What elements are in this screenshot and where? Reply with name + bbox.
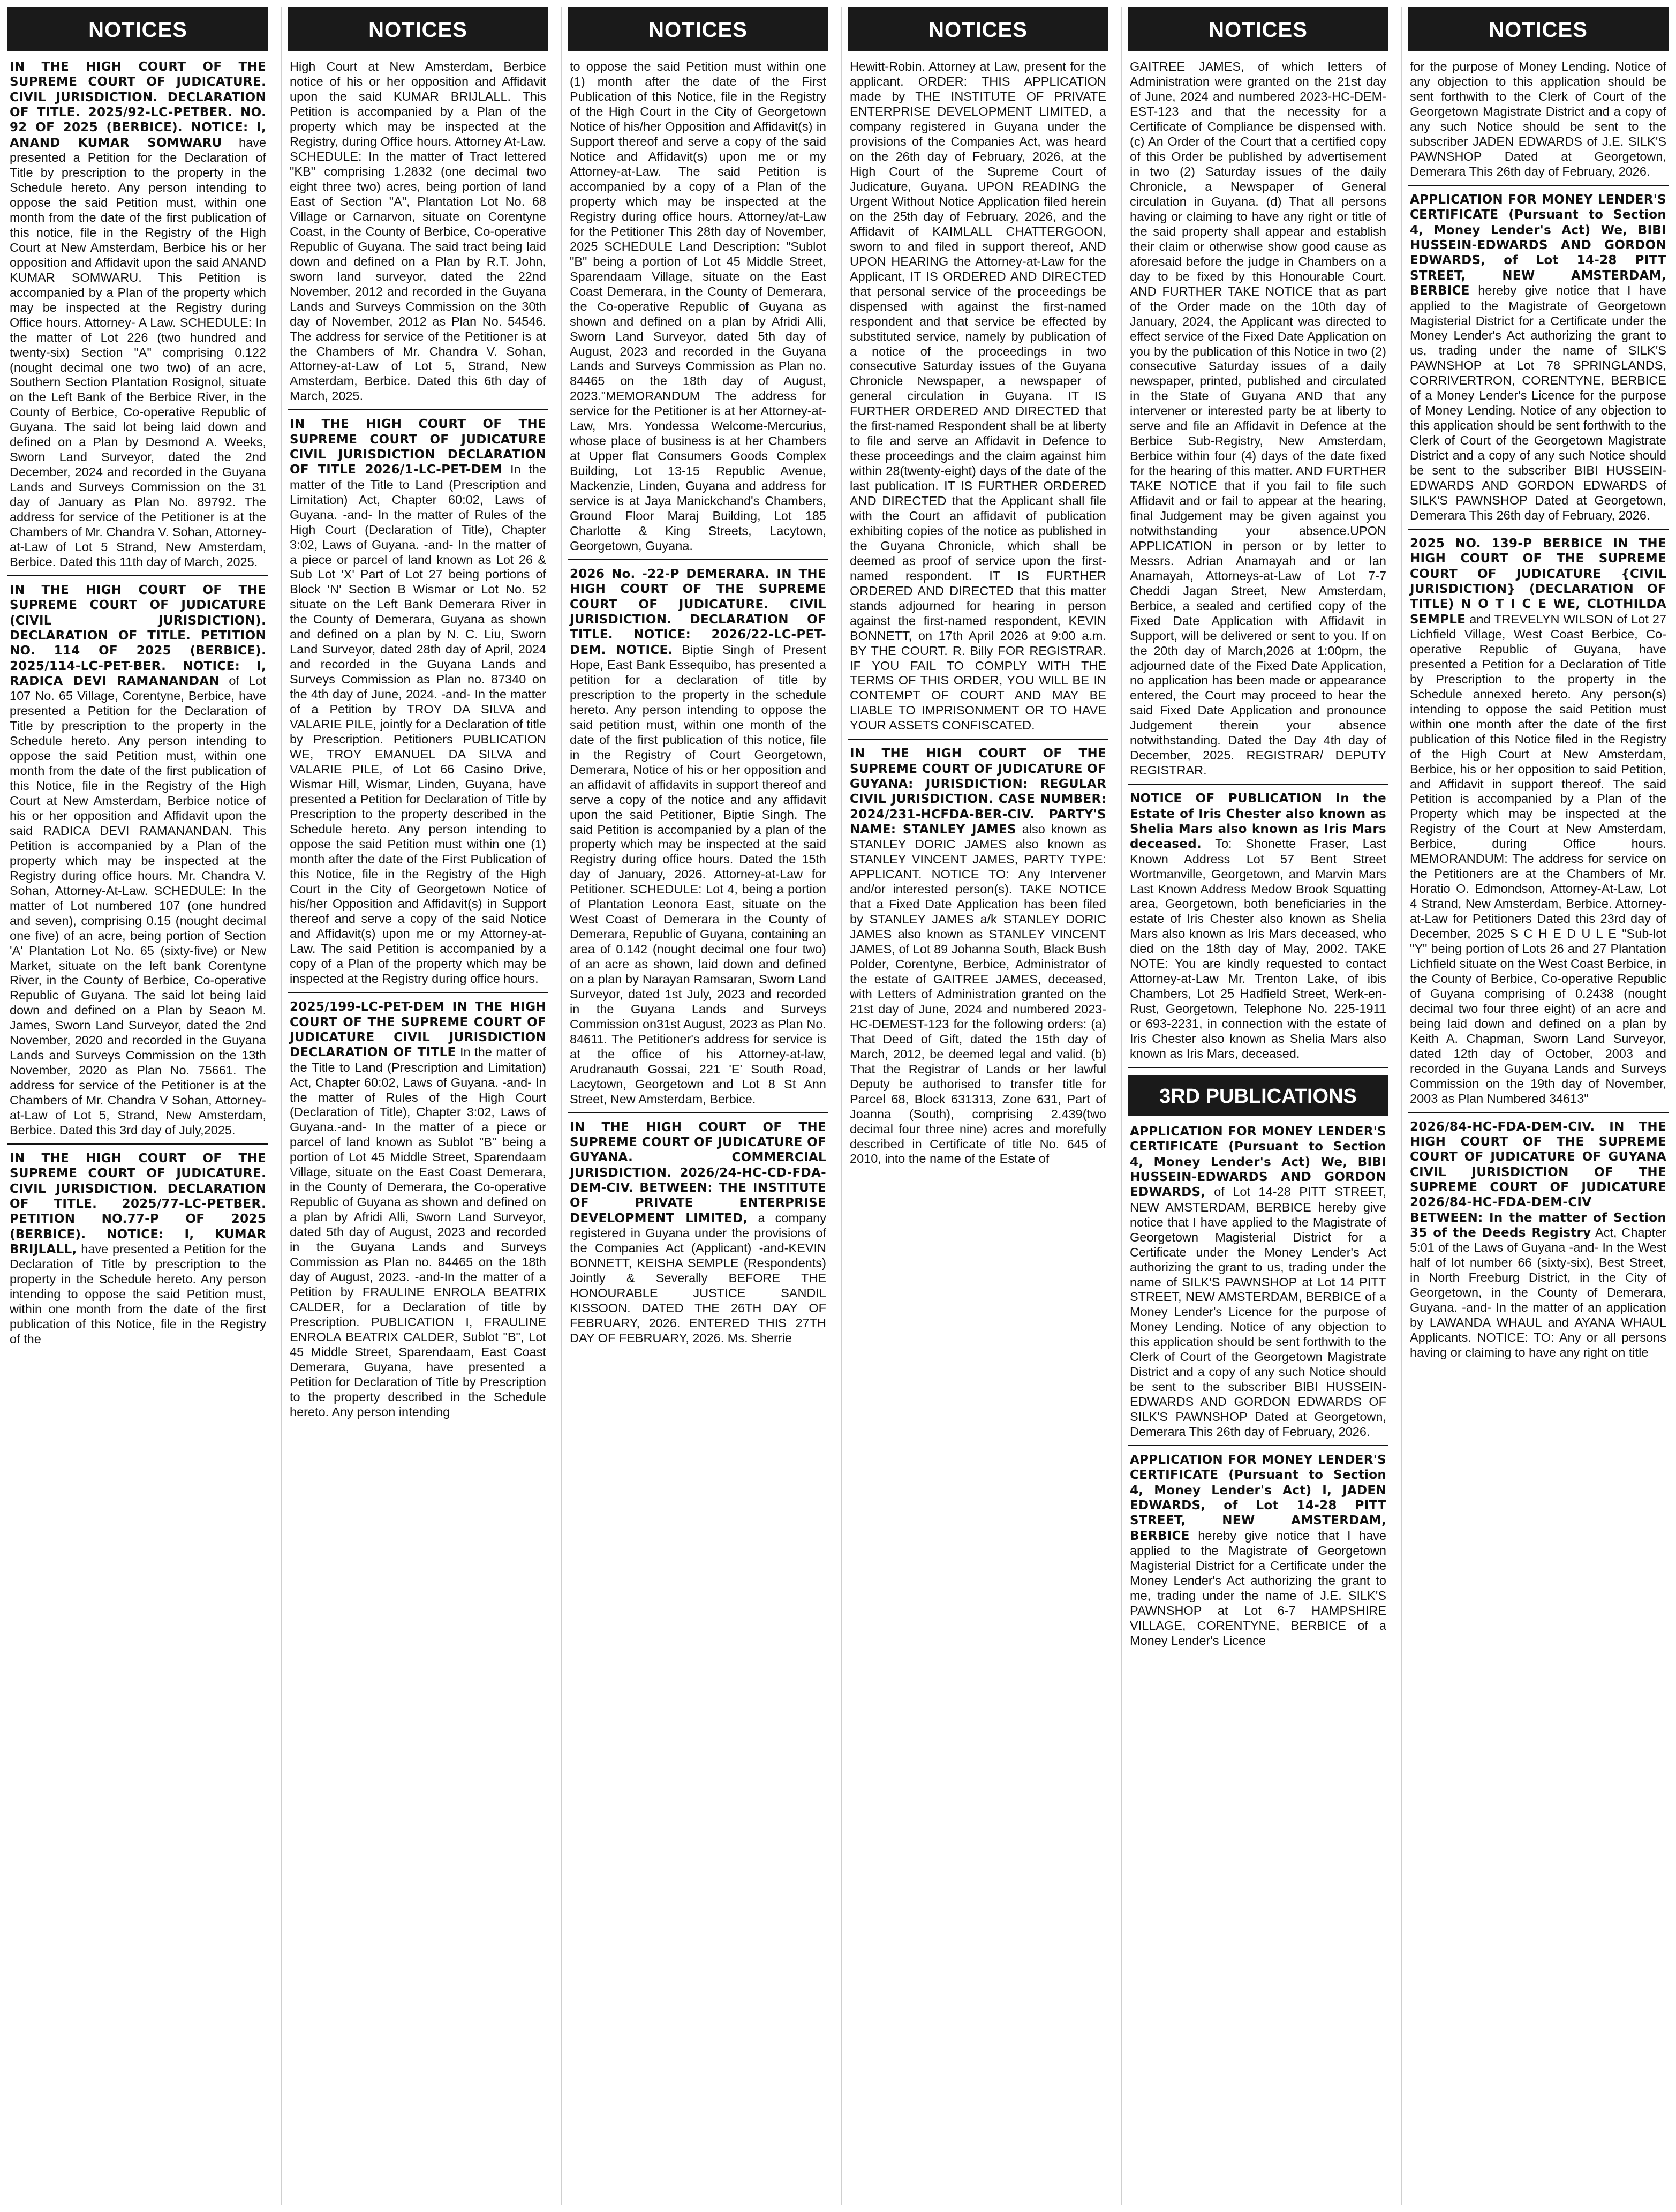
notice-body: Act, Chapter 5:01 of the Laws of Guyana -and- In the West half of lot number 66 (sixty-six), Best Street, in North Freeburg District, in the City of Georgetown, in the County of Demerara, Guyana. -and- In the matter of an application by LAWANDA WHAUL and AYANA WHAUL Applicants. NOTICE: TO: Any or all persons having or claiming to have any right on title [1410, 1225, 1666, 1360]
notice-body: of Lot 107 No. 65 Village, Corentyne, Berbice, have presented a Petition for the Declaration of Title by prescription to the property in the Schedule hereto. Any person intending to oppose the said Petition must, within one month from the date of the first publication of this Notice, file in the Registry of the High Court at New Amsterdam, Berbice notice of his or her opposition and Affidavit upon the said RADICA DEVI RAMANANDAN. This Petition is accompanied by a Plan of the property which may be inspected at the Registry during office hours. Mr. Chandra V. Sohan, Attorney-At-Law. SCHEDULE: In the matter of Lot numbered 107 (one hundred and seven), comprising 0.15 (nought decimal one five) of an acre, being portion of Section 'A' Plantation Lot No. 65 (sixty-five) or New Market, situate on the left bank Corentyne River, in the County of Berbice, Co-operative Republic of Guyana. The said lot being laid down and defined on a Plan by Seaon M. James, Sworn Land Surveyor, dated the 2nd November, 2020 and recorded in the Guyana Lands and Surveys Commission on the 13th November, 2020 as Plan No. 75661. The address for service of the Petitioner is at the Chambers of Mr. Chandra V Sohan, Attorney-at-Law of Lot 5, Strand, New Amsterdam, Berbice. Dated this 3rd day of July,2025. [10, 674, 266, 1137]
notice-body: have presented a Petition for the Declaration of Title by prescription to the property in the Schedule hereto. Any person intending to oppose the said Petition must, within one month from the date of the first publication of this notice, file in the Registry of the High Court at New Amsterdam, Berbice his or her opposition and Affidavit upon the said ANAND KUMAR SOMWARU. This Petition is accompanied by a Plan of the property which may be inspected at the Registry during Office hours. Attorney- A Law. SCHEDULE: In the matter of Lot 226 (two hundred and twenty-six) Section "A" comprising 0.122 (nought decimal one two two) of an acre, Southern Section Plantation Rosignol, situate on the Left Bank of the Berbice River, in the County of Berbice, Co-operative Republic of Guyana. The said lot being laid down and defined on a Plan by Desmond A. Weeks, Sworn Land Surveyor, dated the 2nd December, 2024 and recorded in the Guyana Lands and Surveys Commission on the 31 day of January as Plan No. 89792. The address for service of the Petitioner is at the Chambers of Mr. Chandra V. Sohan, Attorney- at-Law of Lot 5 Strand, New Amsterdam, Berbice. Dated this 11th day of March, 2025. [10, 135, 266, 569]
legal-notice [288, 996, 548, 2201]
legal-notice [1408, 56, 1669, 186]
notice-body: In the matter of the Title to Land (Prescription and Limitation) Act, Chapter 60:02, Laws of Guyana. -and- In the matter of Rules of the High Court (Declaration of Title), Chapter 3:02, Laws of Guyana.-and- In the matter of a piece or parcel of land known as Sublot "B" being a portion of Lot 45 Middle Street, Sparendaam Village, situate on the East Coast Demerara, in the County of Demerara, the Co-operative Republic of Guyana as shown and defined on a plan by Afridi Alli, Sworn Land Surveyor, dated 5th day of August, 2023 and recorded in the Guyana Lands and Surveys Commission as Plan no. 84465 on the 18th day of August, 2023. -and-In the matter of a Petition by FRAULINE ENROLA BEATRIX CALDER, for a Declaration of title by Prescription. PUBLICATION I, FRAULINE ENROLA BEATRIX CALDER, Sublot "B", Lot 45 Middle Street, Sparendaam, East Coast Demerara, Guyana, have presented a Petition for Declaration of Title by Prescription to the property described in the Schedule hereto. Any person intending [290, 1045, 546, 1419]
notice-body: In the matter of the Title to Land (Prescription and Limitation) Act, Chapter 60:02, Laws of Guyana. -and- In the matter of Rules of the High Court (Declaration of Title), Chapter 3:02, Laws of Guyana. -and- In the matter of a piece or parcel of land known as Lot 26 & Sub Lot 'X' Part of Lot 27 being portions of Block 'N' Section B Wismar or Lot No. 52 situate on the Left Bank Demerara River in the County of Demerara, Guyana as shown and defined on a plan by N. C. Liu, Sworn Land Surveyor, dated 28th day of April, 2024 and recorded in the Guyana Lands and Surveys Commission as Plan no. 87340 on the 4th day of June, 2024. -and- In the matter of a Petition by TROY DA SILVA and VALARIE PILE, jointly for a Declaration of title by Prescription. Petitioners PUBLICATION WE, TROY EMANUEL DA SILVA and VALARIE PILE, of Lot 66 Casino Drive, Wismar Hill, Wismar, Linden, Guyana, have presented a Petition for Declaration of Title by Prescription to the property described in the Schedule hereto. Any person intending to oppose the said Petition must within one (1) month after the date of the First Publication of this Notice, file in the Registry of the High Court in the City of Georgetown Notice of his/her Opposition and Affidavit(s) in Support thereof and serve a copy of the said Notice and Affidavit(s) upon me or my Attorney-at-Law. The said Petition is accompanied by a copy of a Plan of the property which may be inspected at the Registry during office hours. [290, 462, 546, 986]
notice-heading: IN THE HIGH COURT OF THE SUPREME COURT OF JUDICATURE. CIVIL JURISDICTION. DECLARATION OF TITLE. 2025/77-LC-PETBER. PETITION NO.77-P OF 2025 (BERBICE). NOTICE: I, KUMAR BRIJLALL, [10, 1151, 266, 1257]
notice-body: and TREVELYN WILSON of Lot 27 Lichfield Village, West Coast Berbice, Co-operative Republic of Guyana, have presented a Petition for a Declaration of Title by Prescription to the property in the Schedule annexed hereto. Any person(s) intending to oppose the said Petition must within one month after the date of the first publication of this Notice filed in the Registry of the High Court at New Amsterdam, Berbice, his or her opposition to said Petition, and Affidavit in support thereof. The said Petition is accompanied by a Plan of the Property which may be inspected at the Registry of the Court at New Amsterdam, Berbice, during Office hours. MEMORANDUM: The address for service on the Petitioners are at the Chambers of Mr. Horatio O. Edmondson, Attorney-At-Law, Lot 4 Strand, New Amsterdam, Berbice. Attorney-at-Law for Petitioners Dated this 23rd day of December, 2025 S C H E D U L E "Sub-lot "Y" being portion of Lots 26 and 27 Plantation Lichfield situate on the West Coast Berbice, in the County of Berbice, Co-operative Republic of Guyana comprising of 0.2438 (nought decimal two four three eight) of an acre and being laid down and defined on a plan by Keith A. Chapman, Sworn Land Surveyor, dated 12th day of October, 2003 and recorded in the Guyana Lands and Surveys Commission on the 19th day of November, 2003 as Plan Numbered 34613" [1410, 612, 1666, 1105]
legal-notice [568, 563, 828, 1113]
notice-heading: APPLICATION FOR MONEY LENDER'S CERTIFICATE (Pursuant to Section 4, Money Lender's Act) We, BIBI HUSSEIN-EDWARDS AND GORDON EDWARDS, of Lot 14-28 PITT STREET, NEW AMSTERDAM, BERBICE [1410, 193, 1666, 298]
section-banner: NOTICES [848, 7, 1108, 51]
legal-notice [288, 56, 548, 410]
section-banner: NOTICES [1128, 7, 1388, 51]
notice-body: to oppose the said Petition must within one (1) month after the date of the First Publication of this Notice, file in the Registry of the High Court in the City of Georgetown Notice of his/her Opposition and Affidavit(s) in Support thereof and serve a copy of the said Notice and Affidavit(s) upon me or my Attorney-at-Law. The said Petition is accompanied by a copy of a Plan of the property which may be inspected at the Registry during office hours. Attorney/at-Law for the Petitioner This 28th day of November, 2025 SCHEDULE Land Description: "Sublot "B" being a portion of Lot 45 Middle Street, Sparendaam Village, situate on the East Coast Demerara, in the County of Demerara, the Co-operative Republic of Guyana as shown and defined on a plan by Afridi Alli, Sworn Land Surveyor, dated 5th day of August, 2023 and recorded in the Guyana Lands and Surveys Commission as Plan no. 84465 on the 18th day of August, 2023."MEMORANDUM The address for service for the Petitioner is at her Attorney-at-Law, Mrs. Yondessa Welcome-Mercurius, whose place of business is at her Chambers at Upper flat Consumers Goods Complex Building, Lot 13-15 Republic Avenue, Mackenzie, Linden, Guyana and address for service is at Jaya Manickchand's Chambers, Ground Floor Maraj Building, Lot 185 Charlotte & King Streets, Lacytown, Georgetown, Guyana. [570, 59, 826, 553]
notice-heading: 2025/199-LC-PET-DEM IN THE HIGH COURT OF THE SUPREME COURT OF JUDICATURE CIVIL JURISDICTION DECLARATION OF TITLE [290, 1000, 546, 1060]
legal-notice [1408, 533, 1669, 1113]
column-5 [1121, 7, 1394, 2205]
notice-heading: NOTICE OF PUBLICATION In the Estate of Iris Chester also known as Shelia Mars also known as Iris Mars deceased. [1130, 792, 1386, 852]
column-6 [1401, 7, 1669, 2205]
notice-body: High Court at New Amsterdam, Berbice notice of his or her opposition and Affidavit upon the said KUMAR BRIJLALL. This Petition is accompanied by a Plan of the property which may be inspected at the Registry, during Office hours. Attorney At-Law. SCHEDULE: In the matter of Tract lettered "KB" comprising 1.2832 (one decimal two eight three two) acres, being portion of land East of Section "A", Plantation Lot No. 68 Village or Carnarvon, situate on Corentyne Coast, in the County of Berbice, Co-operative Republic of Guyana. The said tract being laid down and defined on a Plan by R.T. John, sworn land surveyor, dated the 22nd November, 2012 and recorded in the Guyana Lands and Surveys Commission on the 30th day of November, 2012 as Plan No. 54546. The address for service of the Petitioner is at the Chambers of Mr. Chandra V. Sohan, Attorney-at-Law of Lot 5, Strand, New Amsterdam, Berbice. Dated this 6th day of March, 2025. [290, 59, 546, 403]
legal-notice [1128, 788, 1388, 1068]
legal-notice [848, 56, 1108, 740]
section-banner: NOTICES [568, 7, 828, 51]
legal-notice [568, 56, 828, 560]
legal-notice [7, 1148, 268, 2201]
notice-heading: 2026 No. -22-P DEMERARA. IN THE HIGH COURT OF THE SUPREME COURT OF JUDICATURE. CIVIL JURISDICTION. DECLARATION OF TITLE. NOTICE: 2026/22-LC-PET-DEM. NOTICE. [570, 567, 826, 657]
legal-notice [568, 1117, 828, 2201]
legal-notice [1128, 1121, 1388, 1446]
legal-notice [288, 413, 548, 993]
notice-heading: IN THE HIGH COURT OF THE SUPREME COURT OF JUDICATURE CIVIL JURISDICTION DECLARATION OF TITLE 2026/1-LC-PET-DEM [290, 417, 546, 477]
column-1 [7, 7, 274, 2205]
notice-body: of Lot 14-28 PITT STREET, NEW AMSTERDAM, BERBICE hereby give notice that I have applied to the Magistrate of Georgetown Magisterial District for a Certificate under the Money Lender's Act authorizing the grant to us, trading under the name of SILK'S PAWNSHOP at Lot 14 PITT STREET, NEW AMSTERDAM, BERBICE of a Money Lender's Licence for the purpose of Money Lending. Notice of any objection to this application should be sent forthwith to the Clerk of Court of the Georgetown Magistrate District and a copy of any such Notice should be sent to the subscriber BIBI HUSSEIN-EDWARDS AND GORDON EDWARDS OF SILK'S PAWNSHOP Dated at Georgetown, Demerara This 26th day of February, 2026. [1130, 1185, 1386, 1439]
notice-heading: 2026/84-HC-FDA-DEM-CIV. IN THE HIGH COURT OF THE SUPREME COURT OF JUDICATURE OF GUYANA CIVIL JURISDICTION OF THE SUPREME COURT OF JUDICATURE 2026/84-HC-FDA-DEM-CIV BETWEEN: In the matter of Section 35 of the Deeds Registry [1410, 1119, 1666, 1240]
legal-notice [1408, 189, 1669, 530]
notice-heading: IN THE HIGH COURT OF THE SUPREME COURT OF JUDICATURE OF GUYANA. COMMERCIAL JURISDICTION. 2026/24-HC-CD-FDA-DEM-CIV. BETWEEN: THE INSTITUTE OF PRIVATE ENTERPRISE DEVELOPMENT LIMITED, [570, 1120, 826, 1225]
legal-notice [1408, 1116, 1669, 2202]
notice-body: a company registered in Guyana under the provisions of the Companies Act (Applicant) -and-KEVIN BONNETT, KEISHA SEMPLE (Respondents) Jointly & Severally BEFORE THE HONOURABLE JUSTICE SANDIL KISSOON. DATED THE 26TH DAY OF FEBRUARY, 2026. ENTERED THIS 27TH DAY OF FEBRUARY, 2026. Ms. Sherrie [570, 1210, 826, 1345]
notice-heading: APPLICATION FOR MONEY LENDER'S CERTIFICATE (Pursuant to Section 4, Money Lender's Act) We, BIBI HUSSEIN-EDWARDS AND GORDON EDWARDS, [1130, 1124, 1386, 1200]
third-publications-banner: 3RD PUBLICATIONS [1128, 1075, 1388, 1116]
column-3 [561, 7, 834, 2205]
section-banner: NOTICES [1408, 7, 1669, 51]
notice-heading: APPLICATION FOR MONEY LENDER'S CERTIFICATE (Pursuant to Section 4, Money Lender's Act) I, JADEN EDWARDS, of Lot 14-28 PITT STREET, NEW AMSTERDAM, BERBICE [1130, 1453, 1386, 1543]
section-banner: NOTICES [288, 7, 548, 51]
legal-notice [1128, 56, 1388, 785]
legal-notice [7, 56, 268, 576]
notice-body: Biptie Singh of Present Hope, East Bank Essequibo, has presented a petition for a declaration of title by prescription to the property in the schedule hereto. Any person intending to oppose the said petition must, within one month of the date of the first publication of this notice, file in the Registry of Court Georgetown, Demerara, Notice of his or her opposition and an affidavit of affidavits in support thereof and serve a copy of the notice and any affidavit upon the said Petitioner, Biptie Singh. The said Petition is accompanied by a plan of the property which may be inspected at the said Registry during office hours. Dated the 15th day of January, 2026. Attorney-at-Law for Petitioner. SCHEDULE: Lot 4, being a portion of Plantation Leonora East, situate on the West Coast of Demerara in the County of Demerara, Republic of Guyana, containing an area of 0.142 (nought decimal one four two) of an acre as shown, laid down and defined on a plan by Narayan Ramsaran, Sworn Land Surveyor, dated 1st July, 2023 and recorded in the Guyana Lands and Surveys Commission on31st August, 2023 as Plan No. 84611. The Petitioner's address for service is at the office of his Attorney-at-law, Arudranauth Gossai, 221 'E' South Road, Lacytown, Georgetown and Lot 8 St Ann Street, New Amsterdam, Berbice. [570, 642, 826, 1106]
notice-heading: 2025 NO. 139-P BERBICE IN THE HIGH COURT OF THE SUPREME COURT OF JUDICATURE {CIVIL JURISDICTION} (DECLARATION OF TITLE) N O T I C E WE, CLOTHILDA SEMPLE [1410, 536, 1666, 627]
notice-body: hereby give notice that I have applied to the Magistrate of Georgetown Magisterial District for a Certificate under the Money Lender's Act authorizing the grant to me, trading under the name of J.E. SILK'S PAWNSHOP at Lot 6-7 HAMPSHIRE VILLAGE, CORENTYNE, BERBICE of a Money Lender's Licence [1130, 1528, 1386, 1647]
legal-notice [7, 580, 268, 1145]
notice-body: for the purpose of Money Lending. Notice of any objection to this application should be sent forthwith to the Clerk of Court of the Georgetown Magistrate District and a copy of any such Notice should be sent to the subscriber JADEN EDWARDS of J.E. SILK'S PAWNSHOP Dated at Georgetown, Demerara This 26th day of February, 2026. [1410, 59, 1666, 179]
notice-body: have presented a Petition for the Declaration of Title by prescription to the property in the Schedule hereto. Any person intending to oppose the said Petition must, within one month from the date of the first publication of this Notice, file in the Registry of the [10, 1242, 266, 1346]
notice-body: also known as STANLEY DORIC JAMES also known as STANLEY VINCENT JAMES, PARTY TYPE: APPLICANT. NOTICE TO: Any Intervener and/or interested person(s). TAKE NOTICE that a Fixed Date Application has been filed by STANLEY JAMES a/k STANLEY DORIC JAMES also known as STANLEY VINCENT JAMES, of Lot 89 Johanna South, Black Bush Polder, Corentyne, Berbice, Administrator of the estate of GAITREE JAMES, deceased, with Letters of Administration granted on the 21st day of June, 2024 and numbered 2023-HC-DEMEST-123 for the following orders: (a) That Deed of Gift, dated the 15th day of March, 2012, be deemed legal and valid. (b) That the Registrar of Lands or her lawful Deputy be authorised to transfer title for Parcel 68, Block 631313, Zone 631, Part of Joanna (South), comprising 2.439(two decimal four three nine) acres and morefully described in Certificate of title No. 645 of 2010, into the name of the Estate of [850, 822, 1106, 1166]
legal-notice [1128, 1449, 1388, 2201]
newspaper-page [7, 7, 1669, 2205]
notice-body: GAITREE JAMES, of which letters of Administration were granted on the 21st day of June, 2024 and numbered 2023-HC-DEM-EST-123 and that the necessity for a Certificate of Compliance be dispensed with. (c) An Order of the Court that a certified copy of this Order be published by advertisement in two (2) Saturday issues of the daily Chronicle, a Newspaper of General circulation in Guyana. (d) That all persons having or claiming to have any right or title of the said property shall appear and establish their claim or otherwise show good cause as aforesaid before the judge in Chambers on a day to be fixed by this Honourable Court. AND FURTHER TAKE NOTICE that as part of the Order made on the 10th day of January, 2024, the Applicant was directed to effect service of the Fixed Date Application on you by the publication of this Notice in two (2) consecutive Saturday issues of a daily newspaper, printed, published and circulated in the State of Guyana AND that any intervener or interested party be at liberty to serve and file an Affidavit in Defence at the Berbice Sub-Registry, New Amsterdam, Berbice within four (4) days of the date fixed for the hearing of this matter. AND FURTHER TAKE NOTICE that if you fail to file such Affidavit and or fail to appear at the hearing, final Judgement may be given against you notwithstanding your absence.UPON APPLICATION in person or by letter to Messrs. Adrian Anamayah and or Ian Anamayah, Attorneys-at-Law of Lot 7-7 Cheddi Jagan Street, New Amsterdam, Berbice, a sealed and certified copy of the Fixed Date Application with Affidavit in Support, will be delivered or sent to you. If on the 20th day of March,2026 at 1:00pm, the adjourned date of the Fixed Date Application, no application has been made or appearance entered, the Court may proceed to hear the said Fixed Date Application and pronounce Judgement therein your absence notwithstanding. Dated the Day 4th day of December, 2025. REGISTRAR/ DEPUTY REGISTRAR. [1130, 59, 1386, 778]
notice-body: Hewitt-Robin. Attorney at Law, present for the applicant. ORDER: THIS APPLICATION made by THE INSTITUTE OF PRIVATE ENTERPRISE DEVELOPMENT LIMITED, a company registered in Guyana under the provisions of the Companies Act, was heard on the 26th day of February, 2026, at the High Court of the Supreme Court of Judicature, Guyana. UPON READING the Urgent Without Notice Application filed herein on the 25th day of February, 2026, and the Affidavit of KAIMLALL CHATTERGOON, sworn to and filed in support thereof, AND UPON HEARING the Attorney-at-Law for the Applicant, IT IS ORDERED AND DIRECTED that personal service of the proceedings be dispensed with against the first-named respondent and that service be effected by substituted service, namely by publication of a notice of the proceedings in two consecutive Saturday issues of the Guyana Chronicle Newspaper, a newspaper of general circulation in Guyana. IT IS FURTHER ORDERED AND DIRECTED that the first-named Respondent shall be at liberty to file and serve an Affidavit in Defence to these proceedings and the claim against him within 28(twenty-eight) days of the date of the last publication. IT IS FURTHER ORDERED AND DIRECTED that the Applicant shall file with the Court an affidavit of publication exhibiting copies of the notice as published in the Guyana Chronicle, which shall be deemed as proof of service upon the first- named respondent. IT IS FURTHER ORDERED AND DIRECTED that this matter stands adjourned for hearing in person against the first-named respondent, KEVIN BONNETT, on 17th April 2026 at 9:00 a.m. BY THE COURT. R. Billy FOR REGISTRAR. IF YOU FAIL TO COMPLY WITH THE TERMS OF THIS ORDER, YOU WILL BE IN CONTEMPT OF COURT AND MAY BE LIABLE TO IMPRISONMENT OR TO HAVE YOUR ASSETS CONFISCATED. [850, 59, 1106, 733]
notice-heading: IN THE HIGH COURT OF THE SUPREME COURT OF JUDICATURE. CIVIL JURISDICTION. DECLARATION OF TITLE. 2025/92-LC-PETBER. NO. 92 OF 2025 (BERBICE). NOTICE: I, ANAND KUMAR SOMWARU [10, 60, 266, 150]
notice-heading: IN THE HIGH COURT OF THE SUPREME COURT OF JUDICATURE (CIVIL JURISDICTION). DECLARATION OF TITLE. PETITION NO. 114 OF 2025 (BERBICE). 2025/114-LC-PET-BER. NOTICE: I, RADICA DEVI RAMANANDAN [10, 583, 266, 688]
column-4 [841, 7, 1114, 2205]
column-2 [281, 7, 554, 2205]
notice-heading: IN THE HIGH COURT OF THE SUPREME COURT OF JUDICATURE OF GUYANA: JURISDICTION: REGULAR CIVIL JURISDICTION. CASE NUMBER: 2024/231-HCFDA-BER-CIV. PARTY'S NAME: STANLEY JAMES [850, 747, 1106, 837]
section-banner: NOTICES [7, 7, 268, 51]
notice-body: hereby give notice that I have applied to the Magistrate of Georgetown Magisterial District for a Certificate under the Money Lender's Act authorizing the grant to us, trading under the name of SILK'S PAWNSHOP at Lot 78 SPRINGLANDS, CORRIVERTRON, CORENTYNE, BERBICE of a Money Lender's Licence for the purpose of Money Lending. Notice of any objection to this application should be sent forthwith to the Clerk of Court of the Georgetown Magistrate District and a copy of any such Notice should be sent to the subscriber BIBI HUSSEIN-EDWARDS AND GORDON EDWARDS of SILK'S PAWNSHOP Dated at Georgetown, Demerara This 26th day of February, 2026. [1410, 283, 1666, 522]
notice-body: To: Shonette Fraser, Last Known Address Lot 57 Bent Street Wortmanville, Georgetown, and Marvin Mars Last Known Address Medow Brook Squatting area, Georgetown, both beneficiaries in the estate of Iris Chester also known as Shelia Mars also known as Iris Mars deceased, who died on the 18th day of May, 2002. TAKE NOTE: You are kindly requested to contact Attorney-at-Law Mr. Trenton Lake, of ibis Chambers, Lot 25 Hadfield Street, Werk-en-Rust, Georgetown, Telephone No. 225-1911 or 693-2231, in connection with the estate of Iris Chester also known as Shelia Mars also known as Iris Mars, deceased. [1130, 837, 1386, 1060]
legal-notice [848, 743, 1108, 2201]
